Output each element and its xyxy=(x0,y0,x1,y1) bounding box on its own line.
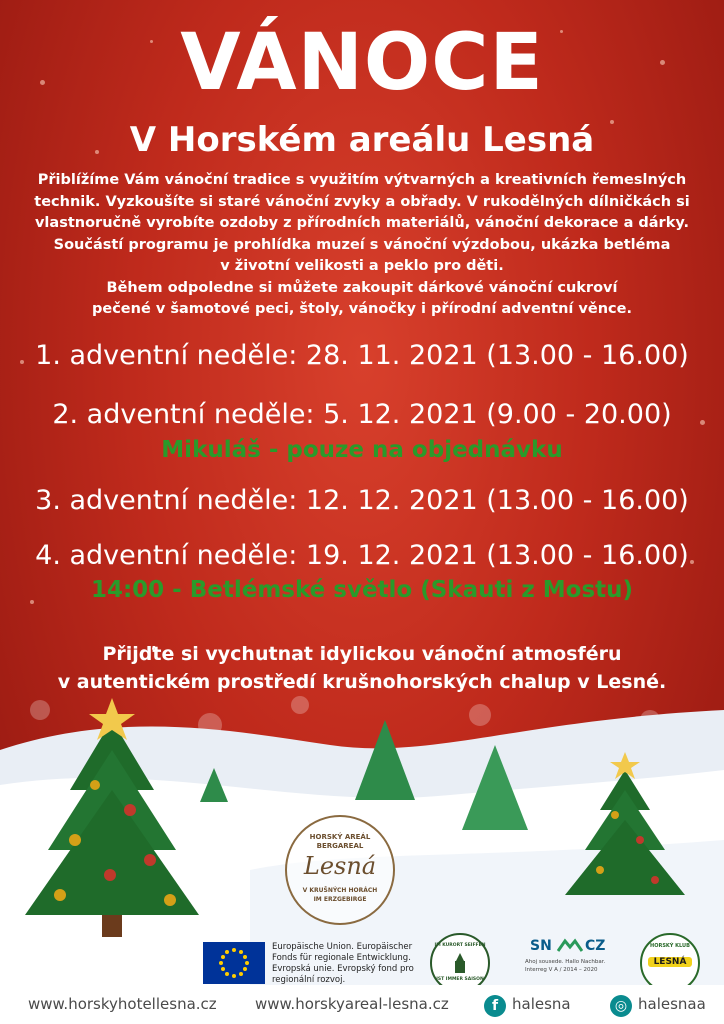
advent-date-1: 1. adventní neděle: 28. 11. 2021 (13.00 - 16.00) xyxy=(35,340,689,371)
bridge-icon xyxy=(557,937,583,953)
invitation xyxy=(0,640,724,696)
advent-date-4: 4. adventní neděle: 19. 12. 2021 (13.00 - 16.00) xyxy=(35,540,689,571)
intro-line: pečené v šamotové peci, štoly, vánočky i přírodní adventní věnce. xyxy=(92,301,632,317)
sncz-line: Interreg V A / 2014 – 2020 xyxy=(525,967,598,973)
seiffen-logo xyxy=(430,933,490,993)
facebook-handle[interactable]: halesna xyxy=(512,995,571,1013)
eu-text-line: regionální rozvoj. xyxy=(272,975,346,985)
badge-script: Lesná xyxy=(303,852,377,880)
intro-line: technik. Vyzkoušíte si staré vánoční zvyky a obřady. V rukodělných dílničkách si xyxy=(34,193,690,210)
poster-title: VÁNOCE xyxy=(180,18,544,108)
intro-line: vlastnoručně vyrobíte ozdoby z přírodních materiálů, vánoční dekorace a dárky. xyxy=(34,215,689,231)
seiffen-bottom-text: IST IMMER SAISON xyxy=(436,977,484,982)
hotel-link[interactable]: www.horskyhotellesna.cz xyxy=(28,995,217,1013)
horsky-klub-logo xyxy=(640,933,700,993)
intro-line: Přiblížíme Vám vánoční tradice s využitím výtvarných a kreativních řemeslných xyxy=(37,172,687,188)
eu-text-line: Europäische Union. Europäischer xyxy=(272,942,413,952)
intro-line: Během odpoledne si můžete zakoupit dárkové vánoční cukroví xyxy=(106,279,618,296)
intro-line: Součástí programu je prohlídka muzeí s vánoční výzdobou, ukázka betléma xyxy=(53,236,671,253)
club-top-text: HORSKÝ KLUB xyxy=(650,943,690,949)
sncz-sn-text: SN xyxy=(530,938,552,954)
eu-text-line: Evropská unie. Evropský fond pro xyxy=(272,964,414,974)
sncz-line: Ahoj sousede. Hallo Nachbar. xyxy=(525,959,606,965)
intro-text xyxy=(0,170,724,321)
church-icon xyxy=(452,953,468,973)
eu-text xyxy=(272,942,414,986)
facebook-icon[interactable]: f xyxy=(484,995,506,1017)
instagram-handle[interactable]: halesnaa xyxy=(638,995,706,1013)
advent-note-mikulas: Mikuláš - pouze na objednávku xyxy=(161,437,563,463)
sncz-logo xyxy=(525,935,615,985)
horsky-areal-logo xyxy=(285,815,395,925)
badge-line: HORSKÝ AREÁL xyxy=(309,833,371,841)
badge-line: BERGAREAL xyxy=(316,842,364,850)
badge-line: V KRUŠNÝCH HORÁCH xyxy=(302,887,378,894)
invite-line: v autentickém prostředí krušnohorských chalup v Lesné. xyxy=(57,671,667,693)
sncz-cz-text: CZ xyxy=(585,938,606,954)
advent-note-light: 14:00 - Betlémské světlo (Skauti z Mostu) xyxy=(90,577,634,603)
instagram-icon[interactable]: ◎ xyxy=(610,995,632,1017)
eu-text-line: Fonds für regionale Entwicklung. xyxy=(272,953,411,963)
seiffen-top-text: IM KURORT SEIFFEN xyxy=(434,943,486,948)
eu-flag-icon xyxy=(203,942,265,984)
club-mid-text: LESNÁ xyxy=(648,957,692,967)
areal-link[interactable]: www.horskyareal-lesna.cz xyxy=(255,995,449,1013)
advent-date-2: 2. adventní neděle: 5. 12. 2021 (9.00 - 20.00) xyxy=(52,399,672,430)
badge-line: IM ERZGEBIRGE xyxy=(313,896,367,903)
intro-line: v životní velikosti a peklo pro děti. xyxy=(220,258,504,274)
invite-line: Přijďte si vychutnat idylickou vánoční atmosféru xyxy=(102,643,622,665)
poster-subtitle: V Horském areálu Lesná xyxy=(129,120,595,160)
advent-date-3: 3. adventní neděle: 12. 12. 2021 (13.00 - 16.00) xyxy=(35,485,689,516)
